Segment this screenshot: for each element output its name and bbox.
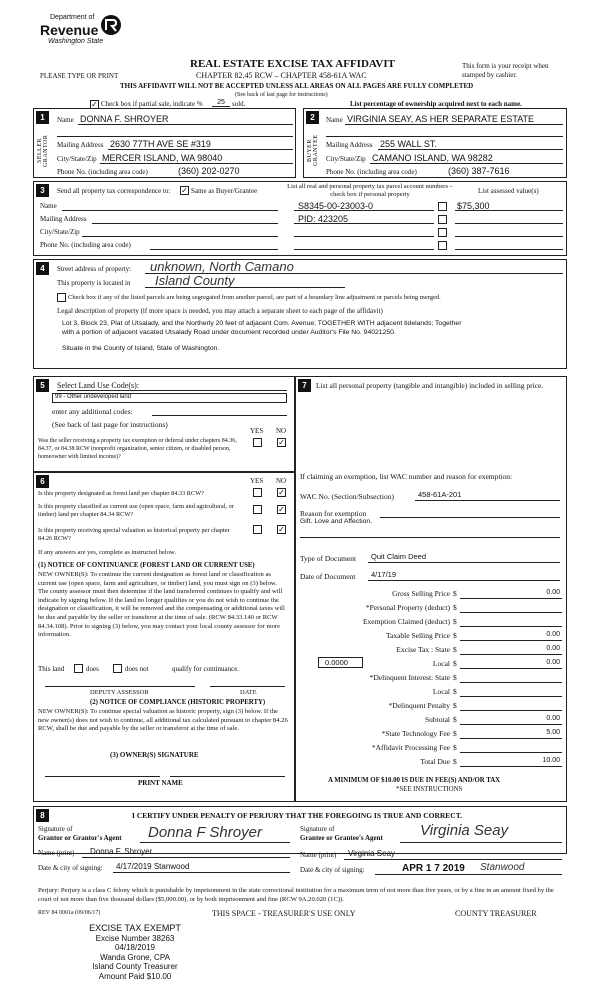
tax-row-label: Exemption Claimed (deduct) (362, 617, 450, 626)
notice2-title: (2) NOTICE OF COMPLIANCE (HISTORIC PROPERTY) (90, 699, 266, 706)
no-header-6: NO (276, 477, 287, 485)
does-not-checkbox[interactable] (113, 664, 122, 673)
stamp-line: 04/18/2019 (114, 943, 156, 952)
print-name-label: PRINT NAME (138, 779, 183, 787)
parcel-3-personal-checkbox[interactable] (438, 228, 447, 237)
partial-pct: 25 (212, 99, 230, 107)
section-3-number: 3 (36, 184, 49, 197)
does-checkbox[interactable] (74, 664, 83, 673)
buyer-side-label: BUYER GRANTEE (307, 134, 319, 167)
logo-revenue: Revenue (40, 22, 99, 38)
grantee-name-label: Name (print) (300, 851, 337, 859)
tax-row-value: 0.00 (546, 659, 560, 666)
tax-row-value: 0.00 (546, 645, 560, 652)
parcel-2: PID: 423205 (298, 214, 349, 224)
tax-row-label: Taxable Selling Price (385, 631, 450, 640)
sec6-q3: Is this property receiving special valuation as historical property per chapter 84.26 RCW? (38, 527, 230, 542)
tax-row: Excise Tax : State $ 0.00 (396, 645, 560, 654)
grantor-date-label: Date & city of signing: (38, 864, 103, 872)
receipt-note: This form is your receipt when stamped by cashier. (462, 62, 549, 79)
tax-row: Subtotal $ 0.00 (424, 715, 560, 724)
ownership-note: List percentage of ownership acquired next to each name. (350, 100, 522, 108)
tax-row: 0.0000 Local $ 0.00 (300, 657, 562, 671)
tax-row: Exemption Claimed (deduct) $ (300, 615, 562, 629)
sec5-q1-yes[interactable] (253, 438, 262, 447)
select-land-use-label: Select Land Use Code(s): (57, 381, 139, 390)
legal-line-3: Situate in the County of Island, State of Washington. (62, 345, 220, 352)
tax-row: *Delinquent Penalty $ (300, 699, 562, 713)
sold-label: sold. (232, 100, 246, 108)
grantee-sig-of: Signature of (300, 825, 335, 833)
buyer-city-label: City/State/Zip (326, 155, 366, 163)
grantee-city: Stanwood (480, 862, 525, 873)
stamp-line: Wanda Grone, CPA (100, 952, 170, 962)
seller-side-label: SELLER GRANTOR (37, 134, 49, 167)
section-7-number: 7 (298, 379, 311, 392)
tax-row-label: *Delinquent Interest: State (369, 673, 450, 682)
buyer-phone-label: Phone No. (including area code) (326, 168, 417, 176)
see-back: (See back of last page for instructions) (235, 92, 328, 98)
doc-date-value: 4/17/19 (371, 570, 397, 579)
buyer-city: CAMANO ISLAND, WA 98282 (372, 153, 493, 163)
parcel-1-personal-checkbox[interactable] (438, 202, 447, 211)
tax-row: *Personal Property (deduct) $ (300, 601, 562, 615)
grantee-agent-label: Grantee or Grantee's Agent (300, 834, 383, 842)
seller-name: DONNA F. SHROYER (80, 114, 169, 124)
tax-row-label: *Delinquent Penalty (388, 701, 450, 710)
legal-line-2: with a portion of adjacent vacated Utsalady Road under document recorded under Auditor's File No. 94021250. (62, 329, 396, 336)
seller-phone-label: Phone No. (including area code) (57, 168, 148, 176)
grantor-sig-of: Signature of (38, 825, 73, 833)
additional-codes-label: enter any additional codes: (52, 407, 133, 416)
seller-city: MERCER ISLAND, WA 98040 (102, 153, 223, 163)
tax-row-value: 0.00 (546, 589, 560, 596)
tax-row-label: *State Technology Fee (381, 729, 450, 738)
logo-mark-icon (100, 14, 122, 36)
stamp-line: Island County Treasurer (92, 962, 178, 971)
form-chapter: CHAPTER 82.45 RCW – CHAPTER 458-61A WAC (196, 71, 367, 80)
wac-value: 458-61A-201 (418, 490, 462, 499)
tax-row-label: *Affidavit Processing Fee (371, 743, 450, 752)
qualify-label: qualify for continuance. (172, 665, 240, 673)
tax-row-value: 0.00 (546, 715, 560, 722)
located-label: This property is located in (57, 279, 131, 287)
form-title: REAL ESTATE EXCISE TAX AFFIDAVIT (190, 58, 395, 70)
tax-row-label: *Personal Property (deduct) (365, 603, 450, 612)
does-not-label: does not (125, 665, 149, 673)
reason-value: Gift. Love and Affection. (300, 518, 373, 525)
tax-row: Taxable Selling Price $ 0.00 (385, 631, 560, 640)
seller-city-label: City/State/Zip (57, 155, 97, 163)
section-8-number: 8 (36, 809, 49, 822)
doc-type-label: Type of Document (300, 554, 357, 563)
no-header-5: NO (276, 427, 287, 435)
notice1-body: NEW OWNER(S): To continue the current designation as forest land or classification as current use (open space, farm and agriculture, or timber) land, you must sign on (3) below. The county assessor must then determine if the land transferred continues to qualify and will indicate by signing below. If the land no longer qualifies or you do not wish to continue the designation or classification, it will be removed and the compensating or additional taxes will be due and payable by the seller or transferor at the time of sale. (RCW 84.33.140 or RCW 84.34.108). Prior to signing (3) below, you may contact your local county assessor for more information. (38, 571, 285, 639)
rev-number: REV 84 0001a (09/06/17) (38, 910, 101, 916)
buyer-name: VIRGINIA SEAY, AS HER SEPARATE ESTATE (347, 114, 535, 124)
grantor-name: Donna F. Shroyer (90, 847, 153, 856)
buyer-mail: 255 WALL ST. (380, 139, 437, 149)
tax-row: *State Technology Fee $ 5.00 (381, 729, 560, 738)
doc-type-value: Quit Claim Deed (371, 552, 427, 561)
see-back-5: (See back of last page for instructions) (52, 420, 168, 429)
stamp-line: Excise Number 38263 (95, 933, 175, 943)
doc-date-label: Date of Document (300, 572, 356, 581)
see-instructions: *SEE INSTRUCTIONS (396, 786, 463, 793)
sec5-q1-no[interactable]: ✓ (278, 438, 285, 447)
form-warning: THIS AFFIDAVIT WILL NOT BE ACCEPTED UNLESS ALL AREAS ON ALL PAGES ARE FULLY COMPLETED (120, 82, 474, 90)
buyer-mail-label: Mailing Address (326, 141, 373, 149)
assessed-label: List assessed value(s) (478, 187, 539, 195)
sec6-q3-yes[interactable] (253, 525, 262, 534)
does-label: does (86, 665, 99, 673)
tax-row-label: Local (432, 659, 450, 668)
personal-property-label: List all personal property (tangible and intangible) included in selling price. (316, 381, 544, 390)
section-2-number: 2 (306, 111, 319, 124)
send-label: Send all property tax correspondence to: (57, 187, 171, 195)
yes-header-6: YES (250, 477, 264, 485)
sec6-q2-yes[interactable] (253, 505, 262, 514)
partial-sale-label: Check box if partial sale, indicate % (101, 100, 203, 108)
parcel-list-label: List all real and personal property tax parcel account numbers – check box if personal property (287, 183, 453, 198)
wac-label: WAC No. (Section/Subsection) (300, 492, 394, 501)
land-use-code: 99 - Other undeveloped land (55, 394, 132, 400)
street-value: unknown, North Camano (150, 259, 294, 274)
perjury-statement (38, 887, 568, 904)
parcel-4-personal-checkbox[interactable] (438, 241, 447, 250)
date-label-6: DATE (240, 689, 257, 696)
parcel-2-personal-checkbox[interactable] (438, 215, 447, 224)
logo-dept: Department of (50, 14, 95, 21)
segregated-label: Check box if any of the listed parcels are being segregated from another parcel, are part of a boundary line adjustment or parcels being merged. (68, 294, 441, 301)
tax-row-label: Gross Selling Price (392, 589, 450, 598)
sec6-q1-yes[interactable] (253, 488, 262, 497)
reason-label: Reason for exemption (300, 509, 367, 518)
minimum-note: A MINIMUM OF $10.00 IS DUE IN FEE(S) AND/OR TAX (328, 777, 501, 784)
tax-row-value: 0.00 (546, 631, 560, 638)
section-5-number: 5 (36, 379, 49, 392)
treasurer-stamp (70, 924, 200, 981)
partial-sale-checkbox[interactable]: ✓ (91, 100, 98, 109)
tax-row-label: Total Due (420, 757, 450, 766)
please-type: PLEASE TYPE OR PRINT (40, 72, 119, 80)
parcel-1: S8345-00-23003-0 (298, 201, 374, 211)
tax-row-value: 10.00 (542, 757, 560, 764)
exemption-label: If claiming an exemption, list WAC number and reason for exemption: (300, 472, 513, 481)
tax-row-label: Excise Tax : State (396, 645, 450, 654)
tax-row-value: 5.00 (546, 729, 560, 736)
assessed-1: $75,300 (457, 201, 490, 211)
same-as-buyer-checkbox[interactable]: ✓ (181, 186, 188, 195)
tax-rows (300, 587, 562, 767)
grantee-date-label: Date & city of signing: (300, 866, 365, 874)
notice1-title: (1) NOTICE OF CONTINUANCE (FOREST LAND OR CURRENT USE) (38, 562, 255, 569)
sec5-question: Was the seller receiving a property tax exemption or deferral under chapters 84.36, 84.37, or 84.38 RCW (nonprofit organization, senior citizen, or disabled person, homeowner with limited income)? (38, 438, 237, 460)
segregated-checkbox[interactable] (57, 293, 66, 302)
buyer-phone: (360) 387-7616 (448, 166, 510, 176)
located-value: Island County (155, 273, 235, 288)
grantor-agent-label: Grantor or Grantor's Agent (38, 834, 122, 842)
tax-row: Total Due $ 10.00 (420, 757, 560, 766)
sec6-q1-no[interactable]: ✓ (278, 488, 285, 497)
tax-row: *Delinquent Interest: State $ (300, 671, 562, 685)
buyer-name-label: Name (326, 116, 343, 124)
legal-line-1: Lot 3, Block 23, Plat of Utsalady, and the Northerly 20 feet of adjacent Com. Avenue; TOGETHER WITH adjacent tidelands; Together (62, 320, 462, 327)
tax-row-label: Subtotal (424, 715, 450, 724)
seller-mail-label: Mailing Address (57, 141, 104, 149)
seller-mail: 2630 77TH AVE SE #319 (110, 139, 211, 149)
if-yes-note: If any answers are yes, complete as instructed below. (38, 549, 176, 556)
logo-state: Washington State (48, 38, 104, 45)
section-1-number: 1 (36, 111, 49, 124)
sec6-q3-no[interactable]: ✓ (278, 525, 285, 534)
stamp-line: EXCISE TAX EXEMPT (89, 923, 181, 933)
sec6-q2-no[interactable]: ✓ (278, 505, 285, 514)
corr-mail-label: Mailing Address (40, 215, 87, 223)
sec6-q1: Is this property designated as forest land per chapter 84.33 RCW? (38, 490, 204, 497)
grantee-date-stamp: APR 1 7 2019 (402, 863, 465, 874)
section-4-number: 4 (36, 262, 49, 275)
yes-header-5: YES (250, 427, 264, 435)
corr-city-label: City/State/Zip (40, 228, 80, 236)
dor-logo (40, 14, 140, 64)
certify-statement: I CERTIFY UNDER PENALTY OF PERJURY THAT THE FOREGOING IS TRUE AND CORRECT. (132, 811, 463, 820)
notice2-body: NEW OWNER(S): To continue special valuation as historic property, sign (3) below. If the new owner(s) does not wish to continue, all additional tax calculated pursuant to chapter 84.26 RCW, shall be due and payable by the seller or transferor at the time of sale. (38, 708, 288, 733)
grantee-signature: Virginia Seay (420, 822, 509, 839)
owner-sig-label: (3) OWNER(S) SIGNATURE (110, 751, 199, 759)
street-label: Street address of property: (57, 265, 132, 273)
same-as-buyer-label: Same as Buyer/Grantee (191, 187, 258, 195)
seller-name-label: Name (57, 116, 74, 124)
grantor-date: 4/17/2019 Stanwood (116, 862, 190, 871)
tax-row: *Affidavit Processing Fee $ (300, 741, 562, 755)
corr-phone-label: Phone No. (including area code) (40, 241, 131, 249)
tax-row: Gross Selling Price $ 0.00 (392, 589, 560, 598)
perjury-text: Perjury: Perjury is a class C felony which is punishable by imprisonment in the state correctional institution for a maximum term of not more than five years, or by a fine in an amount fixed by the court of not more than five thousand dollars ($5,000.00), or by both imprisonment and fine (RCW 9A.20.020 (1C)). (38, 887, 554, 903)
local-rate: 0.0000 (325, 658, 348, 667)
legal-label: Legal description of property (if more space is needed, you may attach a separate sheet to each page of the affidavit) (57, 307, 383, 315)
seller-phone: (360) 202-0270 (178, 166, 240, 176)
treasurer-space: THIS SPACE - TREASURER'S USE ONLY (212, 909, 356, 918)
sec6-q2: Is this property classified as current use (open space, farm and agricultural, or timber) land per chapter 84.34 RCW? (38, 503, 234, 518)
this-land-label: This land (38, 665, 65, 673)
tax-row: Local $ (300, 685, 562, 699)
section-6-number: 6 (36, 475, 49, 488)
grantor-signature: Donna F Shroyer (148, 824, 262, 841)
grantor-name-label: Name (print) (38, 849, 75, 857)
deputy-label: DEPUTY ASSESSOR (90, 689, 149, 696)
grantee-name: Virginia Seay (348, 849, 395, 858)
tax-row-label: Local (432, 687, 450, 696)
county-treasurer: COUNTY TREASURER (455, 909, 537, 918)
stamp-line: Amount Paid $10.00 (98, 971, 172, 981)
corr-name-label: Name (40, 202, 57, 210)
